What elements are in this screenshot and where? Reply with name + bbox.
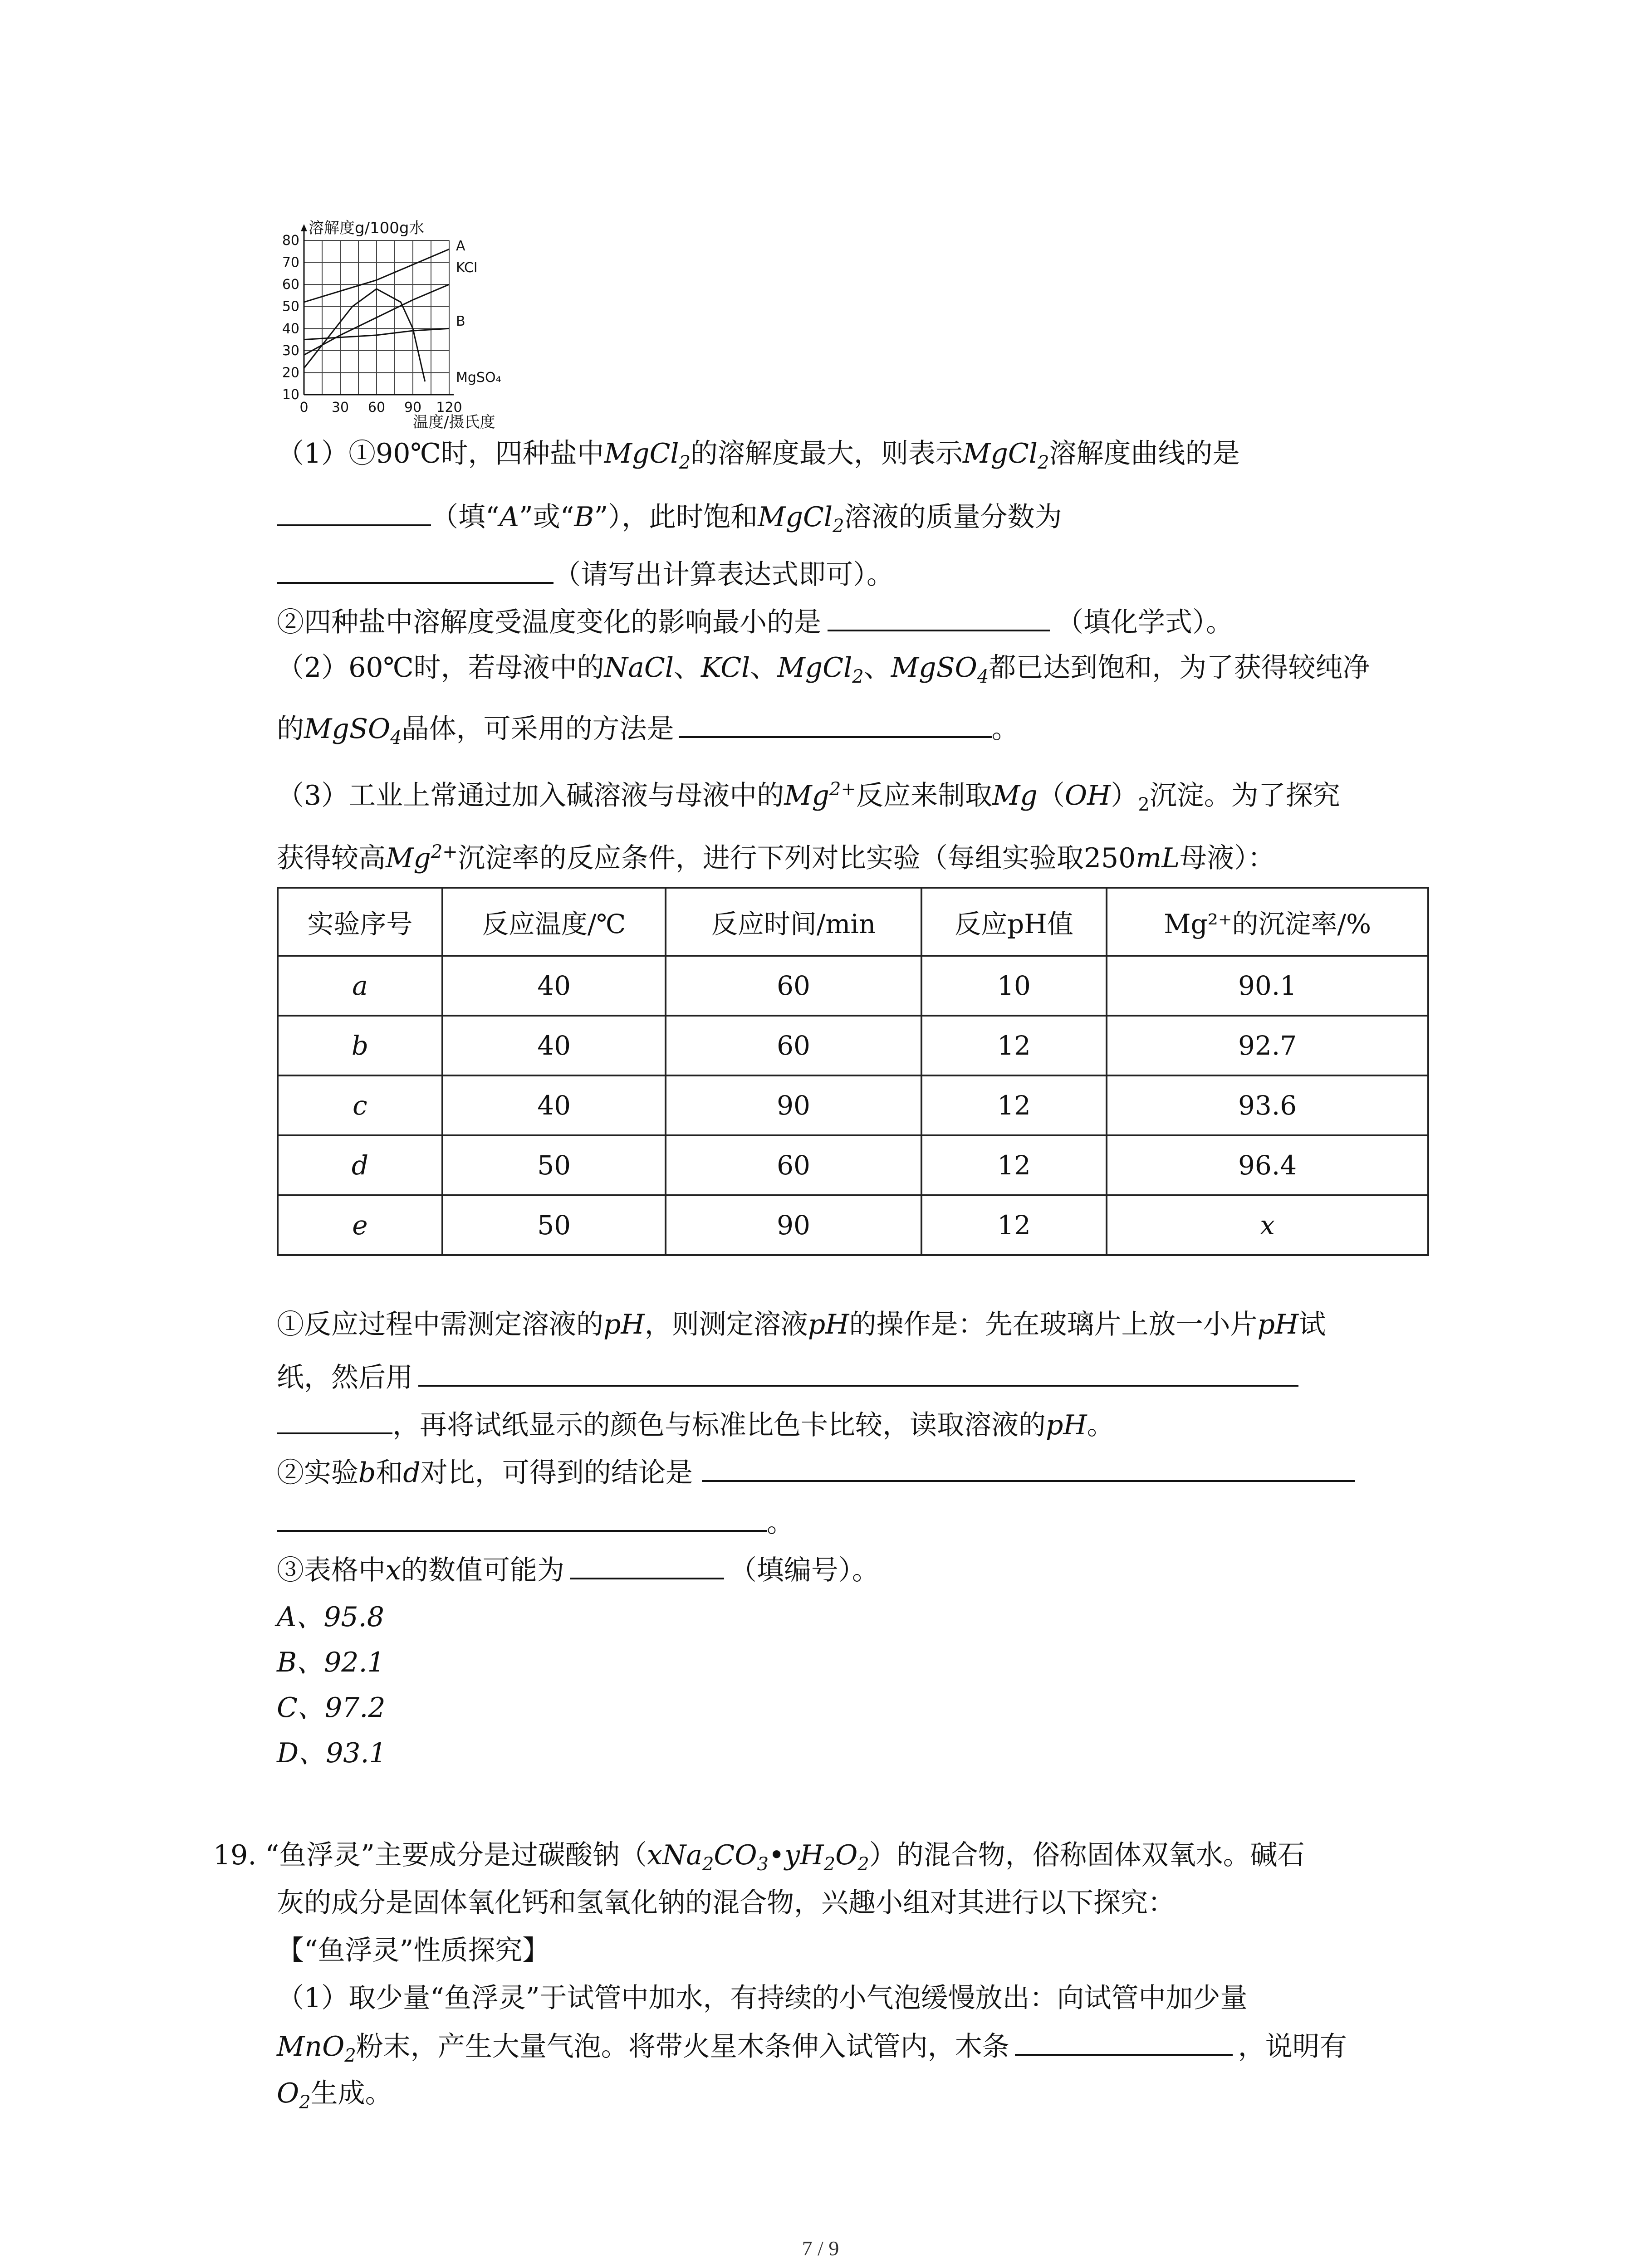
answer-blank[interactable] bbox=[277, 498, 431, 526]
table-cell: x bbox=[1107, 1195, 1428, 1255]
table-cell: 90.1 bbox=[1107, 956, 1428, 1016]
answer-blank[interactable] bbox=[570, 1551, 724, 1579]
table-cell: 93.6 bbox=[1107, 1075, 1428, 1135]
q1-line2: （填“A”或“B”），此时饱和MgCl$_2$溶液的质量分数为 bbox=[277, 498, 1062, 544]
y-axis-arrow bbox=[301, 224, 307, 231]
x-tick-label: 120 bbox=[436, 400, 462, 415]
q19-line2: 灰的成分是固体氧化钙和氢氧化钠的混合物，兴趣小组对其进行以下探究： bbox=[277, 1887, 1175, 1919]
table-cell: 10 bbox=[921, 956, 1107, 1016]
table-cell: 40 bbox=[442, 1075, 666, 1135]
q2-line2: 的MgSO$_4$晶体，可采用的方法是 。 bbox=[277, 710, 1019, 756]
y-axis-title: 溶解度g/100g水 bbox=[309, 219, 425, 237]
table-cell: d bbox=[278, 1135, 442, 1195]
sub1-line3: ，再将试纸显示的颜色与标准比色卡比较，读取溶液的pH。 bbox=[277, 1406, 1114, 1443]
table-cell: 90 bbox=[666, 1075, 921, 1135]
q3-line1: （3）工业上常通过加入碱溶液与母液中的$Mg^{2+}$反应来制取$Mg(OH)_2$沉淀。为了探究 bbox=[277, 779, 1340, 815]
y-tick-label: 50 bbox=[282, 298, 299, 315]
q19-line6: $O_2$生成。 bbox=[277, 2077, 392, 2113]
table-row bbox=[278, 1016, 1428, 1075]
y-tick-label: 60 bbox=[282, 277, 299, 293]
x-tick-label: 60 bbox=[367, 400, 386, 415]
table-cell: 50 bbox=[442, 1135, 666, 1195]
q19-line5: MnO$_2$粉末，产生大量气泡。将带火星木条伸入试管内，木条 ，说明有 bbox=[277, 2028, 1347, 2074]
q1-line3: （请写出计算表达式即可）。 bbox=[277, 556, 894, 593]
table-cell: 92.7 bbox=[1107, 1016, 1428, 1075]
sub2-line2: 。 bbox=[277, 1504, 794, 1541]
y-tick-label: 40 bbox=[282, 321, 299, 337]
sub1-line2: 纸，然后用 bbox=[277, 1359, 1298, 1396]
table-cell: 12 bbox=[921, 1195, 1107, 1255]
table-cell: 12 bbox=[921, 1016, 1107, 1075]
sub2-line1: ②实验b和d对比，可得到的结论是 bbox=[277, 1454, 1355, 1491]
table-cell: 40 bbox=[442, 956, 666, 1016]
x-tick-label: 90 bbox=[404, 400, 422, 415]
table-cell: 60 bbox=[666, 1135, 921, 1195]
table-cell: 40 bbox=[442, 1016, 666, 1075]
table-cell: c bbox=[278, 1075, 442, 1135]
answer-blank[interactable] bbox=[1015, 2028, 1233, 2056]
curve-label-a: A bbox=[456, 238, 465, 254]
x-axis-title: 温度/摄氏度 bbox=[413, 413, 495, 431]
q2-line1: （2）60℃时，若母液中的NaCl、KCl、MgCl$_2$、MgSO$_4$都已达到饱和，为了获得较纯净 bbox=[277, 652, 1370, 687]
page-number: 7 / 9 bbox=[802, 2237, 839, 2260]
table-header: 实验序号 bbox=[278, 888, 442, 956]
experiment-table bbox=[277, 887, 1429, 1256]
answer-blank[interactable] bbox=[702, 1454, 1355, 1482]
y-tick-label: 30 bbox=[282, 342, 299, 359]
q19-line3: 【“鱼浮灵”性质探究】 bbox=[277, 1935, 550, 1966]
sub1-line1: ①反应过程中需测定溶液的pH，则测定溶液pH的操作是：先在玻璃片上放一小片pH试 bbox=[277, 1309, 1326, 1340]
table-cell: 12 bbox=[921, 1075, 1107, 1135]
q19-line4: （1）取少量“鱼浮灵”于试管中加水，有持续的小气泡缓慢放出：向试管中加少量 bbox=[277, 1982, 1248, 2014]
curve-label-mgso4: MgSO₄ bbox=[456, 370, 501, 386]
table-header: 反应温度/℃ bbox=[442, 888, 666, 956]
table-row bbox=[278, 1135, 1428, 1195]
table-cell: 60 bbox=[666, 1016, 921, 1075]
q1-line1: （1）①90℃时，四种盐中MgCl$_2$的溶解度最大，则表示MgCl$_2$溶解度曲线的是 bbox=[277, 438, 1240, 473]
table-cell: 12 bbox=[921, 1135, 1107, 1195]
table-row bbox=[278, 1195, 1428, 1255]
answer-blank[interactable] bbox=[418, 1359, 1298, 1387]
y-tick-label: 80 bbox=[282, 233, 299, 249]
x-tick-label: 30 bbox=[331, 400, 349, 415]
table-header: Mg²⁺的沉淀率/% bbox=[1107, 888, 1428, 956]
y-tick-label: 10 bbox=[282, 387, 299, 403]
option-d: D、93.1 bbox=[277, 1737, 387, 1769]
table-cell: 90 bbox=[666, 1195, 921, 1255]
table-header-row bbox=[278, 888, 1428, 956]
sub3-line1: ③表格中x的数值可能为 （填编号）。 bbox=[277, 1551, 879, 1589]
table-cell: 60 bbox=[666, 956, 921, 1016]
solubility-chart bbox=[263, 213, 517, 431]
table-cell: a bbox=[278, 956, 442, 1016]
y-tick-label: 70 bbox=[282, 254, 299, 271]
option-a: A、95.8 bbox=[277, 1601, 384, 1633]
curve-label-kcl: KCl bbox=[456, 260, 478, 276]
answer-blank[interactable] bbox=[277, 1504, 767, 1532]
table-row bbox=[278, 1075, 1428, 1135]
x-tick-label: 0 bbox=[299, 400, 309, 415]
table-cell: e bbox=[278, 1195, 442, 1255]
table-cell: 96.4 bbox=[1107, 1135, 1428, 1195]
table-cell: 50 bbox=[442, 1195, 666, 1255]
y-tick-label: 20 bbox=[282, 365, 299, 381]
table-header: 反应pH值 bbox=[921, 888, 1107, 956]
curve-label-b: B bbox=[456, 313, 465, 329]
option-c: C、97.2 bbox=[277, 1692, 386, 1724]
table-cell: b bbox=[278, 1016, 442, 1075]
answer-blank[interactable] bbox=[277, 1406, 392, 1434]
answer-blank[interactable] bbox=[679, 710, 992, 738]
table-row bbox=[278, 956, 1428, 1016]
answer-blank[interactable] bbox=[277, 556, 554, 584]
answer-blank[interactable] bbox=[828, 603, 1050, 631]
q1-line4: ②四种盐中溶解度受温度变化的影响最小的是 （填化学式）。 bbox=[277, 603, 1233, 640]
q3-line2: 获得较高$Mg^{2+}$沉淀率的反应条件，进行下列对比实验（每组实验取250mL母液）： bbox=[277, 841, 1275, 874]
option-b: B、92.1 bbox=[277, 1647, 385, 1678]
q19-line1: 19. “鱼浮灵”主要成分是过碳酸钠$(xNa_2CO_3•yH_2O_2)$的混合物，俗称固体双氧水。碱石 bbox=[213, 1839, 1305, 1875]
table-header: 反应时间/min bbox=[666, 888, 921, 956]
